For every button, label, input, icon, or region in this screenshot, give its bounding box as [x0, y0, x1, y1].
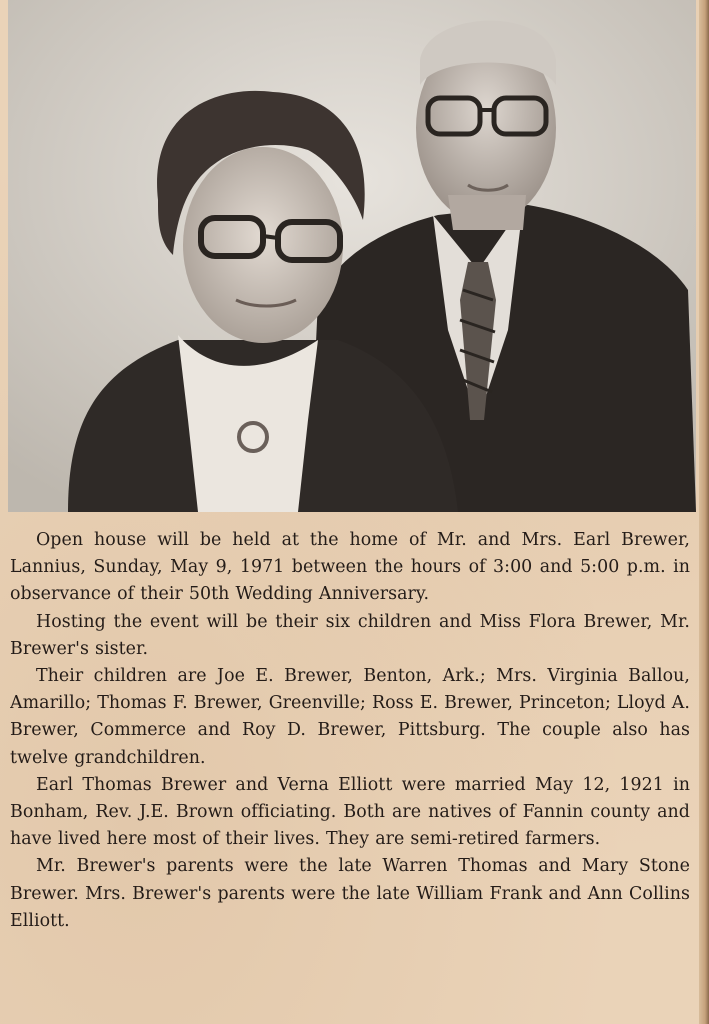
- paragraph-parents: Mr. Brewer's parents were the late Warren Thomas and Mary Stone Brewer. Mrs. Brewer's parents were the late William Frank and Ann Collins Elliott.: [10, 856, 690, 931]
- article-body: [10, 527, 690, 1019]
- paragraph-marriage: Earl Thomas Brewer and Verna Elliott were married May 12, 1921 in Bonham, Rev. J.E. Brown officiating. Both are natives of Fannin county and have lived here most of their lives. They are semi-retired farmers.: [10, 774, 690, 850]
- paragraph-hosts: Hosting the event will be their six children and Miss Flora Brewer, Mr. Brewer's sister.: [10, 611, 690, 659]
- page-edge: [699, 0, 709, 1024]
- paragraph-children: Their children are Joe E. Brewer, Benton, Ark.; Mrs. Virginia Ballou, Amarillo; Thomas F. Brewer, Greenville; Ross E. Brewer, Princeton; Lloyd A. Brewer, Commerce and Roy D. Brewer, Pittsburg. The couple also has twelve grandchildren.: [10, 666, 690, 768]
- photo-illustration: [8, 0, 696, 512]
- couple-photograph: [8, 0, 696, 512]
- paragraph-open-house: Open house will be held at the home of Mr. and Mrs. Earl Brewer, Lannius, Sunday, May 9, 1971 between the hours of 3:00 and 5:00 p.m. in observance of their 50th Wedding Anniversary.: [10, 530, 690, 605]
